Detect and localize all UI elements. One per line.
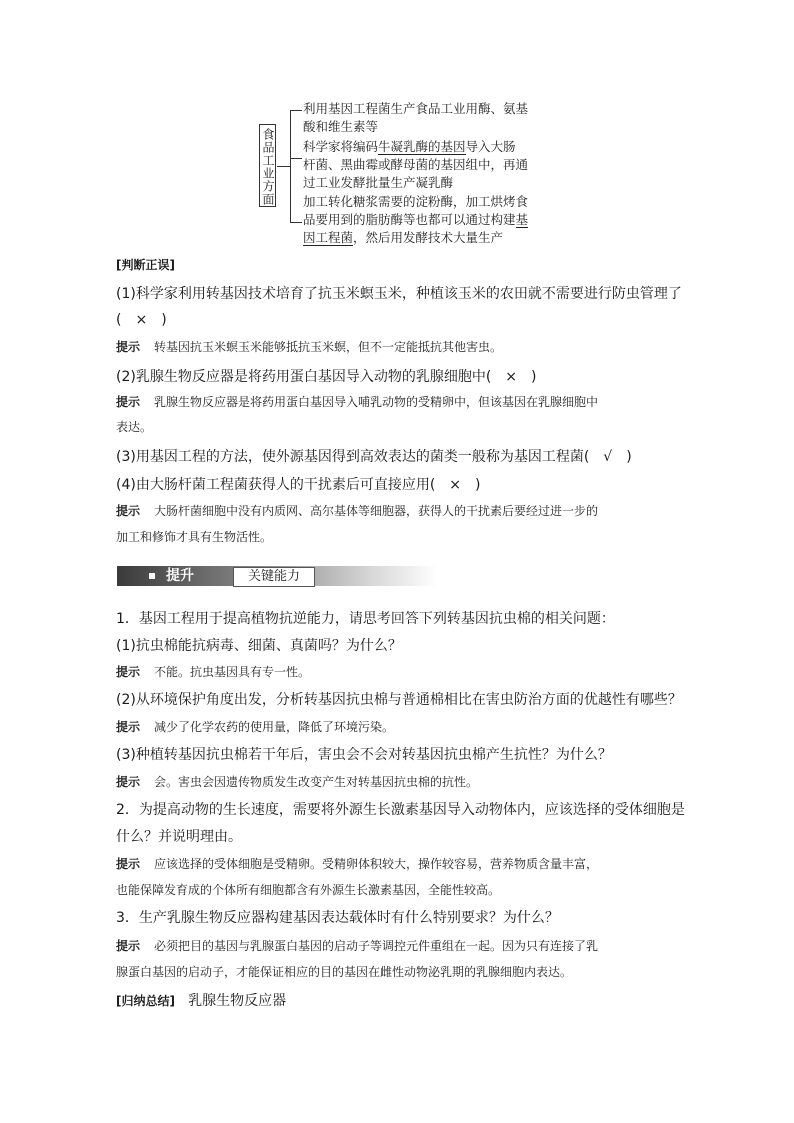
judge-hint-1: 提示 转基因抗玉米螟玉米能够抵抗玉米螟，但不一定能抵抗其他害虫。 [116,340,503,354]
banner-bullet-icon [149,573,155,579]
ability-q1-2: (2)从环境保护角度出发，分析转基因抗虫棉与普通棉相比在害虫防治方面的优越性有哪些？ [116,692,682,708]
judge-q4: (4)由大肠杆菌工程菌获得人的干扰素后可直接应用( × ) [116,477,481,493]
item-1-line-1: 利用基因工程菌生产食品工业用酶、氨基 [303,101,529,116]
judge-q1-answer: ( × ) [116,312,167,328]
ability-hint-1-3: 提示 会。害虫会因遗传物质发生改变产生对转基因抗虫棉的抗性。 [116,775,479,789]
judge-hint-2: 提示 乳腺生物反应器是将药用蛋白基因导入哺乳动物的受精卵中，但该基因在乳腺细胞中 [116,395,599,409]
banner-subtitle: 关键能力 [233,567,315,587]
diagram-brace [290,110,291,222]
banner-title: 提升 [166,568,194,584]
ability-hint-2-cont: 也能保障发育成的个体所有细胞都含有外源生长激素基因，全能性较高。 [116,883,501,897]
ability-q2-cont: 什么？并说明理由。 [116,829,242,845]
judge-tag: [判断正误] [116,258,175,272]
brace-tick-3 [290,222,302,223]
summary-title: 乳腺生物反应器 [188,993,287,1009]
summary-tag: [归纳总结] [116,994,175,1008]
diagram-item-2 [303,138,528,192]
item-3-line-3: 因工程菌，然后用发酵技术大量生产 [303,230,504,245]
judge-q2: (2)乳腺生物反应器是将药用蛋白基因导入动物的乳腺细胞中( × ) [116,369,537,385]
item-3-line-1: 加工转化糖浆需要的淀粉酶，加工烘烤食 [303,194,529,209]
judge-hint-4-cont: 加工和修饰才具有生物活性。 [116,530,273,544]
ability-hint-3: 提示 必须把目的基因与乳腺蛋白基因的启动子等调控元件重组在一起。因为只有连接了乳 [116,939,599,953]
item-1-line-2: 酸和维生素等 [303,119,379,134]
ability-hint-3-cont: 腺蛋白基因的启动子，才能保证相应的目的基因在雌性动物泌乳期的乳腺细胞内表达。 [116,965,573,979]
category-label: 食品工业方面 [259,124,276,207]
brace-tick-1 [290,110,302,111]
judge-hint-2-cont: 表达。 [116,420,153,434]
item-2-line-3: 过工业发酵批量生产凝乳酶 [303,175,454,190]
diagram-item-1 [303,100,528,136]
diagram-item-3 [303,193,528,247]
summary-heading [116,990,286,1010]
judge-hint-4: 提示 大肠杆菌细胞中没有内质网、高尔基体等细胞器，获得人的干扰素后要经过进一步的 [116,504,599,518]
ability-q1-1: (1)抗虫棉能抗病毒、细菌、真菌吗？为什么？ [116,638,402,654]
ability-q2: 2．为提高动物的生长速度，需要将外源生长激素基因导入动物体内，应该选择的受体细胞是 [116,802,685,818]
brace-connector [277,166,290,167]
item-2-line-1: 科学家将编码牛凝乳酶的基因导入大肠 [303,139,516,154]
item-2-line-2: 杆菌、黑曲霉或酵母菌的基因组中，再通 [303,157,529,172]
brace-tick-2 [290,158,302,159]
ability-q1-3: (3)种植转基因抗虫棉若干年后，害虫会不会对转基因抗虫棉产生抗性？为什么？ [116,747,612,763]
item-3-line-2: 品要用到的脂肪酶等也都可以通过构建基 [303,212,529,227]
ability-hint-2: 提示 应该选择的受体细胞是受精卵。受精卵体积较大，操作较容易，营养物质含量丰富， [116,857,599,871]
judge-q3: (3)用基因工程的方法，使外源基因得到高效表达的菌类一般称为基因工程菌( √ ) [116,449,632,465]
judge-q1: (1)科学家利用转基因技术培育了抗玉米螟玉米，种植该玉米的农田就不需要进行防虫管理了 [116,286,682,302]
ability-hint-1-1: 提示 不能。抗虫基因具有专一性。 [116,665,311,679]
ability-q3: 3．生产乳腺生物反应器构建基因表达载体时有什么特别要求？为什么？ [116,910,559,926]
ability-q1: 1．基因工程用于提高植物抗逆能力，请思考回答下列转基因抗虫棉的相关问题： [116,611,615,627]
ability-hint-1-2: 提示 减少了化学农药的使用量，降低了环境污染。 [116,720,395,734]
